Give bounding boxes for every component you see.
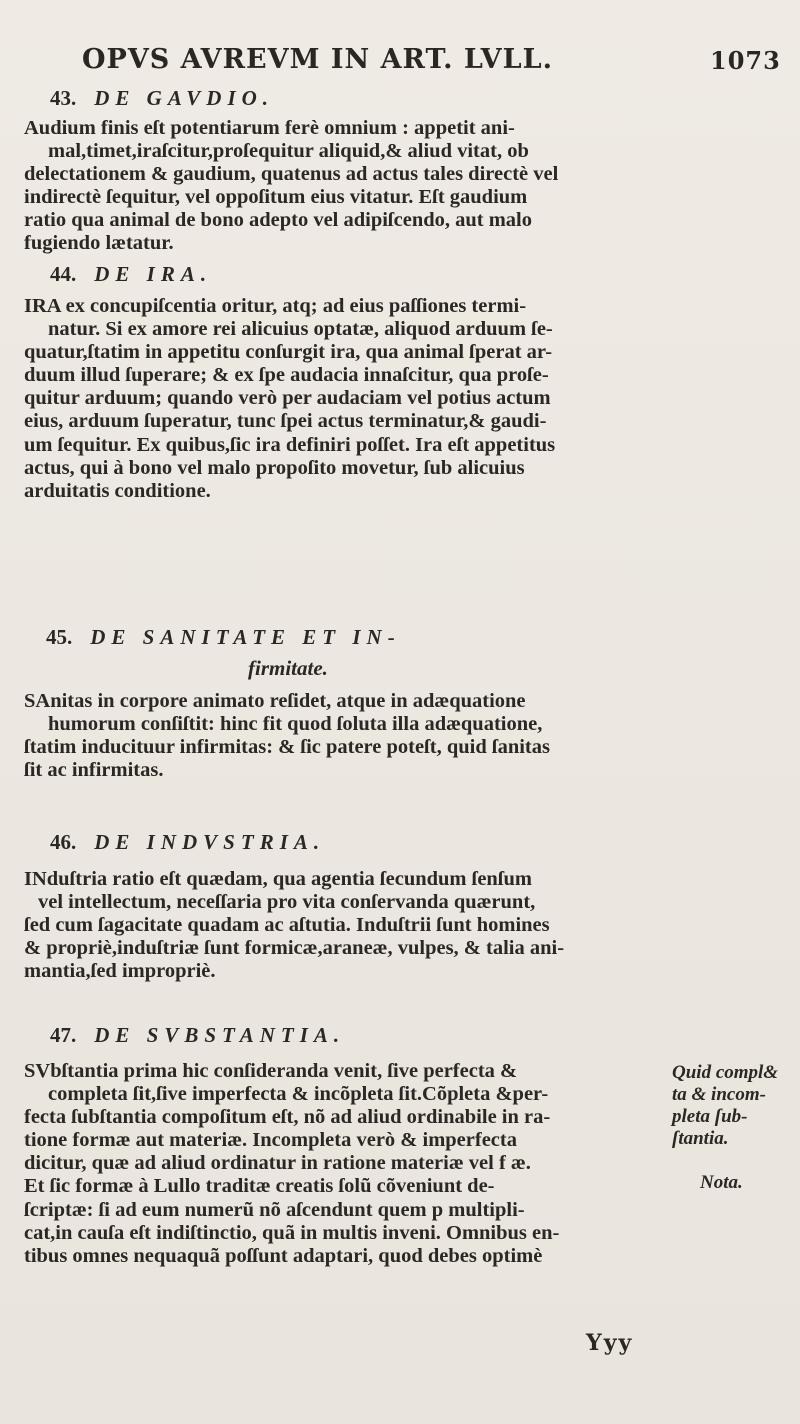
text-line: completa ſit,ſive imperfecta & incõpleta ſit.Cõpleta &per- (48, 1083, 549, 1106)
section-number: 45. (46, 625, 73, 649)
margin-note-nota: Nota. (700, 1172, 743, 1193)
section-title: DE IRA. (94, 262, 213, 286)
text-line: IRA ex concupiſcentia oritur, atq; ad eius paſſiones termi- (24, 295, 527, 317)
section-number: 43. (50, 86, 77, 110)
text-line: um ſequitur. Ex quibus,ſic ira definiri poſſet. Ira eſt appetitus (24, 433, 556, 456)
text-line: eius, arduum ſuperatur, tunc ſpei actus terminatur,& gaudi- (24, 410, 547, 433)
section-heading-45 (46, 625, 746, 650)
section-body-43 (24, 117, 744, 256)
margin-note-line: Quid compl& (672, 1062, 779, 1083)
text-line: quitur arduum; quando verò per audaciam vel potius actum (24, 387, 551, 410)
text-line: dicitur, quæ ad aliud ordinatur in ratione materiæ vel f æ. (24, 1152, 531, 1175)
text-line: arduitatis conditione. (24, 479, 211, 502)
text-line: vel intellectum, neceſſaria pro vita conſervanda quærunt, (38, 891, 536, 914)
section-heading-44 (50, 262, 750, 287)
margin-note-line: ſtantia. (672, 1128, 729, 1149)
margin-note-line: ta & incom- (672, 1084, 766, 1105)
margin-note-line: pleta ſub- (672, 1106, 748, 1127)
text-line: tibus omnes nequaquã poſſunt adaptari, quod debes optimè (24, 1244, 543, 1267)
section-number: 47. (50, 1023, 77, 1047)
section-heading-45-continued: firmitate. (248, 656, 328, 680)
section-number: 46. (50, 830, 77, 854)
section-number: 44. (50, 262, 77, 286)
text-line: fugiendo lætatur. (24, 232, 174, 255)
margin-note-substantia (672, 1062, 800, 1150)
text-line: SVbſtantia prima hic conſideranda venit, ſive perfecta & (24, 1060, 518, 1082)
section-body-46 (24, 868, 744, 983)
text-line: delectationem & gaudium, quatenus ad actus tales directè vel (24, 163, 559, 186)
section-title: DE INDVSTRIA. (94, 830, 326, 854)
text-line: INduſtria ratio eſt quædam, qua agentia ſecundum ſenſum (24, 868, 532, 890)
section-title: DE GAVDIO. (94, 86, 275, 110)
section-heading-47 (50, 1023, 750, 1048)
text-line: natur. Si ex amore rei alicuius optatæ, aliquod arduum ſe- (48, 318, 553, 341)
signature-mark: Yyy (586, 1330, 634, 1356)
text-line: ſit ac infirmitas. (24, 759, 164, 782)
section-heading-46 (50, 830, 750, 855)
page-number: 1073 (710, 46, 781, 75)
section-heading-43 (50, 86, 750, 111)
text-line: Audium finis eſt potentiarum ferè omnium : appetit ani- (24, 117, 515, 139)
text-line: mantia,ſed impropriè. (24, 960, 216, 983)
section-title: DE SANITATE ET IN- (90, 625, 401, 649)
section-title: DE SVBSTANTIA. (94, 1023, 346, 1047)
text-line: tione formæ aut materiæ. Incompleta verò & imperfecta (24, 1129, 517, 1152)
text-line: indirectè ſequitur, vel oppoſitum eius vitatur. Eſt gaudium (24, 186, 528, 209)
section-body-44 (24, 295, 744, 503)
text-line: Et ſic formæ à Lullo traditæ creatis ſolũ cõveniunt de- (24, 1175, 495, 1198)
text-line: ſtatim inducituur infirmitas: & ſic patere poteſt, quid ſanitas (24, 736, 550, 759)
text-line: ſcriptæ: ſi ad eum numerũ nõ aſcendunt quem p multipli- (24, 1198, 525, 1221)
text-line: quatur,ſtatim in appetitu conſurgit ira, qua animal ſperat ar- (24, 341, 553, 364)
text-line: mal,timet,iraſcitur,proſequitur aliquid,& aliud vitat, ob (48, 140, 529, 163)
text-line: ratio qua animal de bono adepto vel adipiſcendo, aut malo (24, 209, 533, 232)
section-body-45 (24, 690, 744, 782)
text-line: actus, qui à bono vel malo propoſito movetur, ſub alicuius (24, 456, 525, 479)
text-line: fecta ſubſtantia compoſitum eſt, nõ ad aliud ordinabile in ra- (24, 1106, 551, 1129)
text-line: cat,in cauſa eſt indiſtinctio, quã in multis inveni. Omnibus en- (24, 1221, 560, 1244)
text-line: & propriè,induſtriæ ſunt formicæ,araneæ, vulpes, & talia ani- (24, 937, 565, 960)
text-line: humorum conſiſtit: hinc fit quod ſoluta illa adæquatione, (48, 713, 543, 736)
text-line: SAnitas in corpore animato reſidet, atque in adæquatione (24, 690, 526, 712)
section-body-47 (24, 1060, 664, 1268)
running-head-title: OPVS AVREVM IN ART. LVLL. (82, 44, 553, 75)
text-line: ſed cum ſagacitate quadam ac aſtutia. Induſtrii ſunt homines (24, 914, 550, 937)
text-line: duum illud ſuperare; & ex ſpe audacia innaſcitur, qua proſe- (24, 364, 549, 387)
